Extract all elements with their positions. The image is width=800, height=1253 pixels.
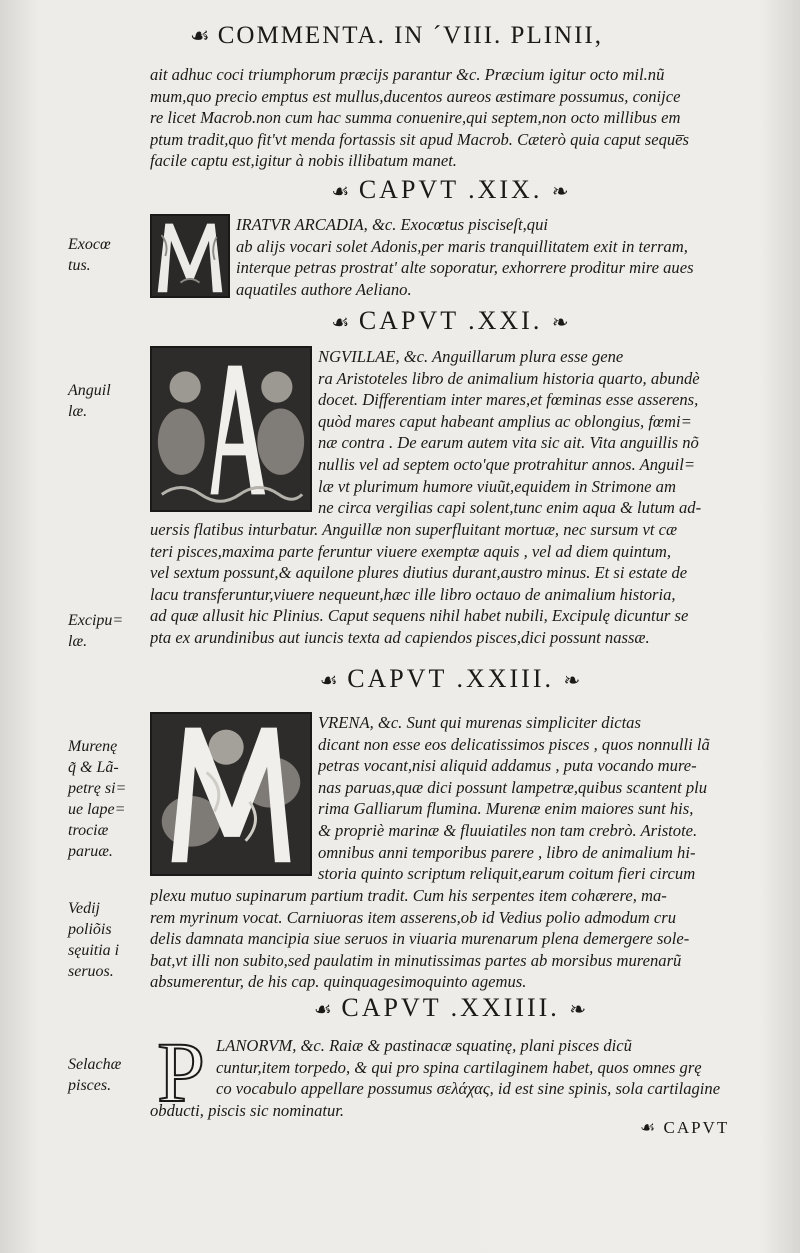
woodcut-initial-m-icon xyxy=(150,214,230,298)
initial-letter-p: P xyxy=(157,1024,205,1120)
text-line: plexu mutuo supinarum partium tradit. Cum his serpentes item cohærere, ma- xyxy=(150,886,667,905)
margin-note-murenae xyxy=(68,736,148,862)
text-line: ait adhuc coci triumphorum præcijs parantur &c. Præcium igitur octo mil.nũ xyxy=(150,65,665,84)
chapter-title-text: CAPVT .XXIIII. xyxy=(341,993,560,1022)
text-line: bat,vt illi non subito,sed paulatim in minutissimas partes ab morsibus murenarũ xyxy=(150,950,682,970)
margin-line: læ. xyxy=(68,633,88,650)
text-line: aquatiles authore Aeliano. xyxy=(236,279,412,299)
fleuron-right-icon: ❧ xyxy=(563,670,581,692)
text-line: ptum tradit,quo fit'vt menda fortassis sit apud Macrob. Cæterò quia caput seque̅s xyxy=(150,129,689,149)
chapter-xxiii-text-beside xyxy=(318,712,750,885)
text-line: petras vocant,nisi aliquid addamus , puta vocando mure- xyxy=(318,756,697,776)
fleuron-right-icon: ❧ xyxy=(551,181,569,203)
margin-note-exocoetus xyxy=(68,234,148,276)
running-head xyxy=(190,22,750,50)
text-line: co vocabulo appellare possumus σελάχας, id est sine spinis, sola cartilagine xyxy=(216,1079,721,1099)
margin-line: Murenę xyxy=(68,738,118,755)
text-line: nullis vel ad septem octo'que protrahitur annos. Anguil= xyxy=(318,454,696,474)
fleuron-left-icon: ☙ xyxy=(331,312,350,334)
margin-line: Exocœ xyxy=(68,236,111,253)
text-line: facile captu est,igitur à nobis illibatum manet. xyxy=(150,151,457,171)
margin-line: pisces. xyxy=(68,1077,112,1094)
text-line: uersis flatibus inturbatur. Anguillæ non superfluitant mortuæ, nec sursum vt cæ xyxy=(150,520,678,539)
margin-note-selachae xyxy=(68,1054,148,1096)
chapter-xxi-text-full xyxy=(150,519,750,649)
text-line: docet. Differentiam inter mares,et fœminas esse asserens, xyxy=(318,390,699,410)
text-line: ad quæ allusit hic Plinius. Caput sequens nihil habet nubili, Excipulę dicuntur se xyxy=(150,606,689,626)
margin-note-anguillae xyxy=(68,380,148,422)
text-line: IRATVR ARCADIA, &c. Exocœtus pisciseſt,qui xyxy=(236,215,548,234)
text-line: NGVILLAE, &c. Anguillarum plura esse gene xyxy=(318,347,624,366)
chapter-xix-text xyxy=(236,214,750,300)
chapter-title-xxi xyxy=(150,306,750,336)
text-line: mum,quo precio emptus est mullus,ducentos aureos æstimare possumus, conijce xyxy=(150,86,681,106)
margin-line: sęuitia i xyxy=(68,942,120,959)
chapter-title-xix xyxy=(150,175,750,205)
margin-line: trociæ xyxy=(68,822,109,839)
chapter-title-xxiii xyxy=(150,664,750,694)
text-line: omnibus anni temporibus parere , libro de animalium hi- xyxy=(318,842,696,862)
running-head-ornament-icon: ☙ xyxy=(190,23,212,48)
fleuron-right-icon: ❧ xyxy=(551,312,569,334)
text-line: absumerentur, de his cap. quinquagesimoquinto agemus. xyxy=(150,972,527,992)
margin-line: paruæ. xyxy=(68,843,113,860)
margin-line: tus. xyxy=(68,257,91,274)
text-line: interque petras prostrat' alte soporatur, exhorrere proditur mire aues xyxy=(236,258,694,278)
woodcut-initial-m-large-icon xyxy=(150,712,312,876)
text-line: dicant non esse eos delicatissimos pisces , quos nonnulli lã xyxy=(318,734,710,754)
text-line: læ vt plurimum humore viuũt,equidem in Strimone am xyxy=(318,476,676,496)
woodcut-initial-a-icon xyxy=(150,346,312,512)
margin-line: ue lape= xyxy=(68,801,126,818)
fleuron-left-icon: ☙ xyxy=(331,181,350,203)
fleuron-left-icon: ☙ xyxy=(319,670,338,692)
text-line: storia quinto scriptum reliquit,earum coitum fieri circum xyxy=(318,864,696,884)
chapter-title-text: CAPVT .XXI. xyxy=(358,306,543,335)
text-line: ra Aristoteles libro de animalium historia quarto, abundè xyxy=(318,368,700,388)
chapter-title-xxiiii xyxy=(150,993,750,1023)
margin-line: Vedij xyxy=(68,900,100,917)
chapter-xxiiii-text-beside xyxy=(216,1035,750,1100)
text-line: ne circa vergilias capi solent,tunc enim aqua & lutum ad- xyxy=(318,498,702,518)
fleuron-right-icon: ❧ xyxy=(569,999,587,1021)
margin-line: Excipu= xyxy=(68,612,124,629)
text-line: cuntur,item torpedo, & qui pro spina cartilaginem habet, quos omnes grę xyxy=(216,1057,702,1077)
margin-note-vedius xyxy=(68,898,148,982)
text-line: obducti, piscis sic nominatur. xyxy=(150,1101,345,1120)
text-line: VRENA, &c. Sunt qui murenas simpliciter dictas xyxy=(318,713,641,732)
margin-line: Anguil xyxy=(68,382,111,399)
fleuron-left-icon: ☙ xyxy=(313,999,332,1021)
margin-line: petrę si= xyxy=(68,780,127,797)
text-line: næ contra . De earum autem vita sic ait. Vita anguillis nõ xyxy=(318,433,699,453)
running-head-text: COMMENTA. IN ˊVIII. PLINII, xyxy=(217,22,604,49)
chapter-title-text: CAPVT .XXIII. xyxy=(347,664,554,693)
text-line: rima Galliarum flumina. Murenæ enim maiores sunt his, xyxy=(318,799,694,819)
text-line: teri pisces,maxima parte feruntur viuere exemptæ aquis , vel ad diem quintum, xyxy=(150,541,672,561)
catchword: ☙ CAPVT xyxy=(640,1118,730,1137)
margin-line: læ. xyxy=(68,403,88,420)
text-line: rem myrinum vocat. Carniuoras item asserens,ob id Vedius polio admodum cru xyxy=(150,907,677,927)
text-line: LANORVM, &c. Raiæ & pastinacæ squatinę, plani pisces dicũ xyxy=(216,1036,632,1055)
text-line: ab alijs vocari solet Adonis,per maris tranquillitatem exit in terram, xyxy=(236,236,688,256)
chapter-xxiii-text-full xyxy=(150,885,750,993)
margin-line: Selachæ xyxy=(68,1056,122,1073)
text-line: re licet Macrob.non cum hac summa conuenire,qui septem,non octo millibus em xyxy=(150,108,681,128)
text-line: quòd mares caput habeant amplius ac oblongius, fœmi= xyxy=(318,411,692,431)
text-line: vel sextum possunt,& aquilone plures diutius durant,austro minus. Et si estate de xyxy=(150,563,688,583)
margin-line: seruos. xyxy=(68,963,114,980)
margin-note-excipulae xyxy=(68,610,148,652)
text-line: pta ex arundinibus aut iuncis texta ad capiendos pisces,dici possunt nassæ. xyxy=(150,627,650,647)
chapter-xxi-text-beside xyxy=(318,346,750,519)
text-line: & propriè marinæ & fluuiatiles non tam crebrò. Aristote. xyxy=(318,820,698,840)
text-line: delis damnata mancipia siue seruos in viuaria murenarum plena demergere sole- xyxy=(150,929,690,949)
text-line: nas paruas,quæ dici possunt lampetræ,quibus scantent plu xyxy=(318,777,708,797)
intro-paragraph xyxy=(150,64,750,172)
chapter-title-text: CAPVT .XIX. xyxy=(358,175,543,204)
text-line: lacu transferuntur,viuere nequeunt,hæc ille libro octauo de animalium historia, xyxy=(150,584,676,604)
margin-line: q̃ & Lã- xyxy=(68,759,119,776)
margin-line: poliõis xyxy=(68,921,112,938)
